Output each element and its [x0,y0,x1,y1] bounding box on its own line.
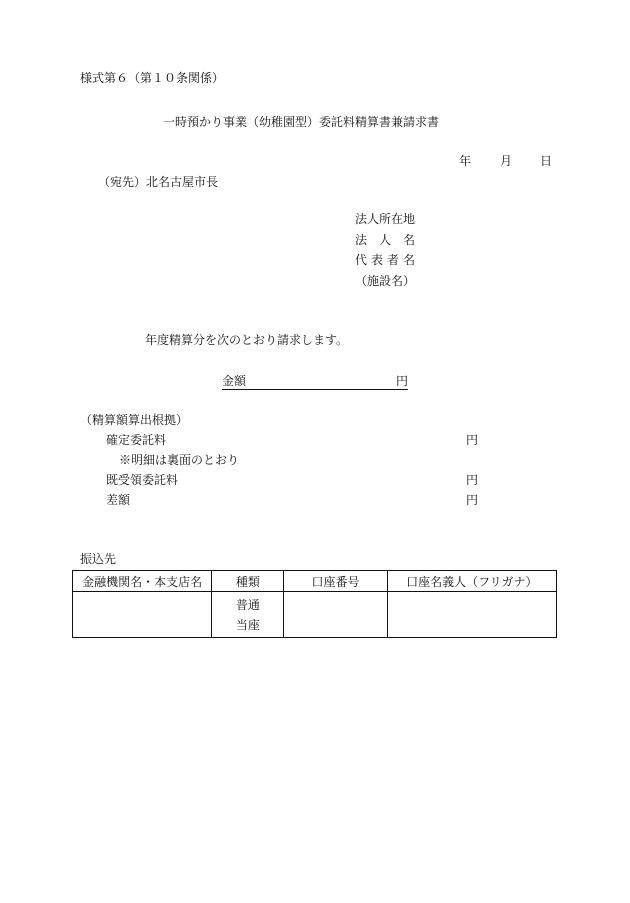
basis-item-label: 既受領委託料 [106,473,179,487]
basis-heading: （精算額算出根拠） [80,413,189,427]
basis-item-confirmed-fee [106,434,478,446]
date-day-label: 日 [540,154,553,168]
account-type-cell[interactable] [212,592,284,638]
column-header-account-holder: 口座名義人（フリガナ） [387,571,556,592]
date-year-label: 年 [459,154,472,168]
amount-unit: 円 [395,374,408,388]
amount-line [222,375,408,390]
date-month-label: 月 [500,154,513,168]
document-title: 一時預かり事業（幼稚園型）委託料精算書兼請求書 [163,115,440,129]
bank-heading: 振込先 [80,552,117,566]
basis-item-received-fee [106,474,478,486]
applicant-name-label: 法人名 [355,233,415,247]
account-number-cell[interactable] [284,592,387,638]
bank-account-table [72,570,557,638]
applicant-representative-label: 代表者名 [355,253,415,267]
basis-item-label: 確定委託料 [106,433,167,447]
table-header-row [73,571,557,592]
basis-item-unit: 円 [465,493,478,507]
addressee: （宛先）北名古屋市長 [98,175,219,189]
basis-item-label: 差額 [106,493,131,507]
account-type-ordinary: 普通 [235,597,260,612]
column-header-account-type: 種類 [212,571,284,592]
basis-item-difference [106,494,478,506]
applicant-address-label: 法人所在地 [355,212,416,226]
basis-item-unit: 円 [465,433,478,447]
form-number: 様式第６（第１０条関係） [80,71,225,85]
table-row [73,592,557,638]
basis-item-unit: 円 [465,473,478,487]
bank-name-cell[interactable] [73,592,212,638]
column-header-bank-name: 金融機関名・本支店名 [73,571,212,592]
amount-label: 金額 [222,374,247,388]
applicant-facility-label: （施設名） [355,274,416,288]
basis-note: ※明細は裏面のとおり [119,453,240,467]
column-header-account-number: 口座番号 [284,571,387,592]
account-holder-cell[interactable] [387,592,556,638]
account-type-current: 当座 [235,617,260,632]
request-statement: 年度精算分を次のとおり請求します。 [145,333,349,347]
